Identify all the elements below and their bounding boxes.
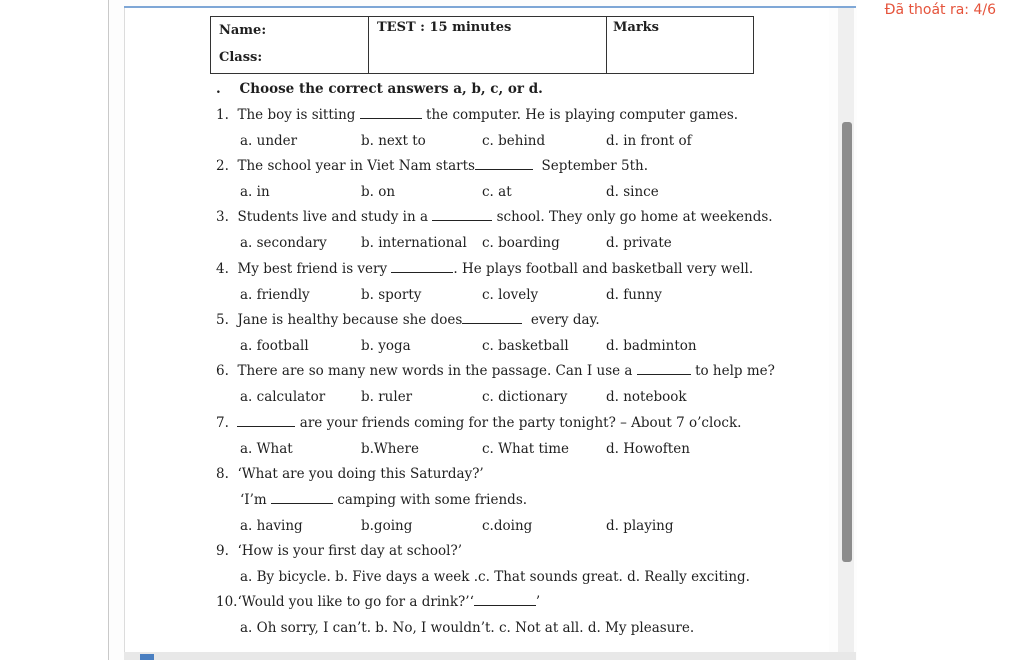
question-1 [216,107,738,123]
instruction-text: Choose the correct answers a, b, c, or d. [239,81,543,97]
question-text-after: camping with some friends. [337,492,528,508]
question-2 [216,158,648,174]
option-c: c.doing [482,518,533,534]
option-b: b.going [361,518,413,534]
question-6 [216,363,775,379]
option-c: c. basketball [482,338,569,354]
question-number: 9. [216,543,229,559]
question-number: 1. [216,107,229,123]
option-b: b.Where [361,441,419,457]
question-number: 10. [216,594,238,610]
options-line: a. By bicycle. b. Five days a week .c. That sounds great. d. Really exciting. [240,569,750,585]
question-text: Students live and study in a [237,209,429,225]
option-b: b. next to [361,133,426,149]
question-9 [216,543,462,559]
question-text: ‘I’m [240,492,267,508]
exit-status-text: Đã thoát ra: 4/6 [884,2,996,18]
answer-blank [360,107,422,119]
question-text: There are so many new words in the passage. Can I use a [237,363,633,379]
question-text-after: the computer. He is playing computer games. [426,107,739,123]
option-d: d. funny [606,287,662,303]
test-title: TEST : 15 minutes [377,20,512,35]
option-b: b. yoga [361,338,411,354]
options-line: a. Oh sorry, I can’t. b. No, I wouldn’t. c. Not at all. d. My pleasure. [240,620,695,636]
question-text-after: school. They only go home at weekends. [496,209,773,225]
test-header-table [210,16,754,74]
option-b: b. ruler [361,389,413,405]
answer-blank [271,492,333,504]
question-4 [216,261,753,277]
question-text-after: ’ [535,594,541,610]
answer-blank [432,209,492,221]
question-7 [216,415,741,431]
option-b: b. on [361,184,396,200]
option-c: c. lovely [482,287,539,303]
question-3 [216,209,773,225]
question-8-line-2 [240,492,527,508]
bottom-tab-indicator [140,654,154,660]
question-number: 3. [216,209,229,225]
option-a: a. football [240,338,309,354]
answer-blank [475,158,533,170]
option-d: d. badminton [606,338,697,354]
question-10 [216,594,540,610]
question-number: 5. [216,312,229,328]
question-text: My best friend is very [237,261,388,277]
question-number: 7. [216,415,229,431]
marks-label: Marks [613,20,659,35]
instruction-bullet: . [216,81,221,97]
question-text-after: every day. [530,312,600,328]
question-number: 8. [216,466,229,482]
option-d: d. since [606,184,659,200]
answer-blank [474,594,536,606]
question-text: ‘What are you doing this Saturday?’ [237,466,484,482]
answer-blank [391,261,453,273]
instruction [216,81,543,97]
question-text-after: to help me? [695,363,775,379]
option-c: c. behind [482,133,546,149]
option-c: c. What time [482,441,570,457]
question-text-after: . He plays football and basketball very well. [453,261,754,277]
option-c: c. at [482,184,512,200]
option-a: a. What [240,441,293,457]
question-number: 2. [216,158,229,174]
name-label: Name: [219,23,267,38]
option-d: d. playing [606,518,674,534]
scrollbar-thumb[interactable] [842,122,852,562]
name-class-cell [211,17,369,73]
question-text-after: September 5th. [541,158,648,174]
option-b: b. sporty [361,287,422,303]
question-text: ‘Would you like to go for a drink?’‘ [237,594,474,610]
option-a: a. secondary [240,235,327,251]
option-a: a. under [240,133,298,149]
question-5 [216,312,600,328]
class-label: Class: [219,50,263,65]
option-d: d. in front of [606,133,692,149]
question-number: 6. [216,363,229,379]
bottom-toolbar [124,652,856,660]
question-text: Jane is healthy because she does [237,312,463,328]
answer-blank [462,312,522,324]
option-a: a. in [240,184,270,200]
option-c: c. boarding [482,235,560,251]
option-a: a. friendly [240,287,310,303]
option-d: d. Howoften [606,441,690,457]
answer-blank [237,415,295,427]
question-text: The boy is sitting [237,107,356,123]
option-a: a. calculator [240,389,326,405]
question-8 [216,466,484,482]
option-d: d. private [606,235,672,251]
question-text: The school year in Viet Nam starts [237,158,475,174]
marks-cell [607,17,753,73]
option-c: c. dictionary [482,389,568,405]
question-number: 4. [216,261,229,277]
option-b: b. international [361,235,467,251]
option-d: d. notebook [606,389,687,405]
question-text-after: are your friends coming for the party tonight? – About 7 o’clock. [299,415,742,431]
option-a: a. having [240,518,303,534]
test-title-cell [369,17,607,73]
question-text: ‘How is your first day at school?’ [237,543,463,559]
answer-blank [637,363,691,375]
